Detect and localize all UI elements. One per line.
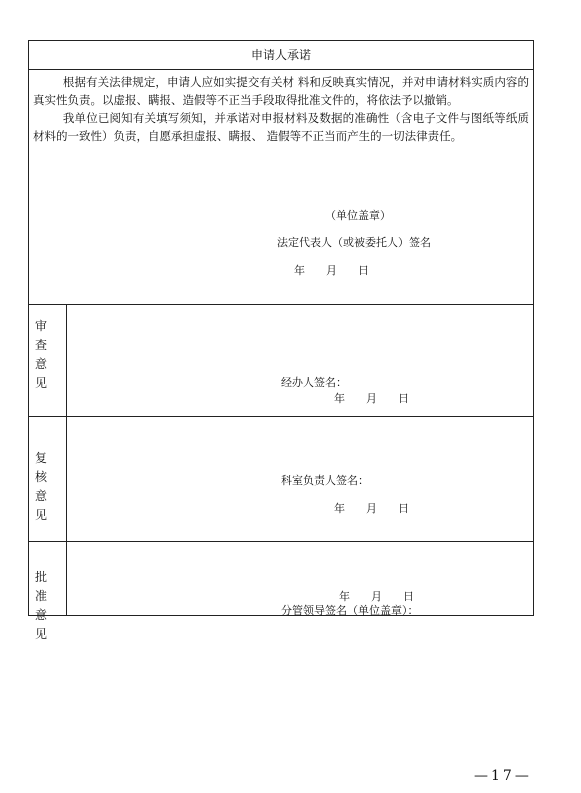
review-label-cell — [29, 305, 67, 416]
page-number: —17— — [474, 768, 532, 784]
section-head-signature: 科室负责人签名： — [281, 474, 369, 487]
approval-date: 年 月 日 — [339, 590, 414, 603]
approval-label-cell — [29, 542, 67, 641]
pledge-date: 年 月 日 — [294, 264, 369, 277]
recheck-label-cell — [29, 417, 67, 541]
recheck-date: 年 月 日 — [334, 502, 409, 515]
handler-signature: 经办人签名： — [281, 376, 347, 389]
review-date: 年 月 日 — [334, 392, 409, 405]
legal-representative-signature: 法定代表人（或被委托人）签名 — [277, 236, 431, 249]
unit-seal-label: （单位盖章） — [325, 209, 391, 222]
leader-signature: 分管领导签名（单位盖章）： — [281, 604, 419, 617]
pledge-paragraph-2: 我单位已阅知有关填写须知，并承诺对申报材料及数据的准确性（含电子文件与图纸等纸质材料的一致性）负责，自愿承担虚报、瞒报、 造假等不正当而产生的一切法律责任。 — [33, 111, 529, 143]
review-opinion-row — [29, 305, 533, 417]
recheck-opinion-row — [29, 417, 533, 542]
pledge-section — [29, 69, 533, 305]
approval-label: 批准意见 — [35, 570, 48, 641]
review-label: 审查意见 — [35, 319, 48, 390]
approval-opinion-row — [29, 542, 533, 641]
form-title: 申请人承诺 — [29, 41, 533, 70]
recheck-label: 复核意见 — [35, 451, 48, 522]
pledge-paragraph-1: 根据有关法律规定，申请人应如实提交有关材 料和反映真实情况，并对申请材料实质内容的真实性负责。以虚报、瞒报、造假等不正当手段取得批准文件的，将依法予以撤销。 — [33, 75, 529, 107]
pledge-form — [28, 40, 534, 641]
